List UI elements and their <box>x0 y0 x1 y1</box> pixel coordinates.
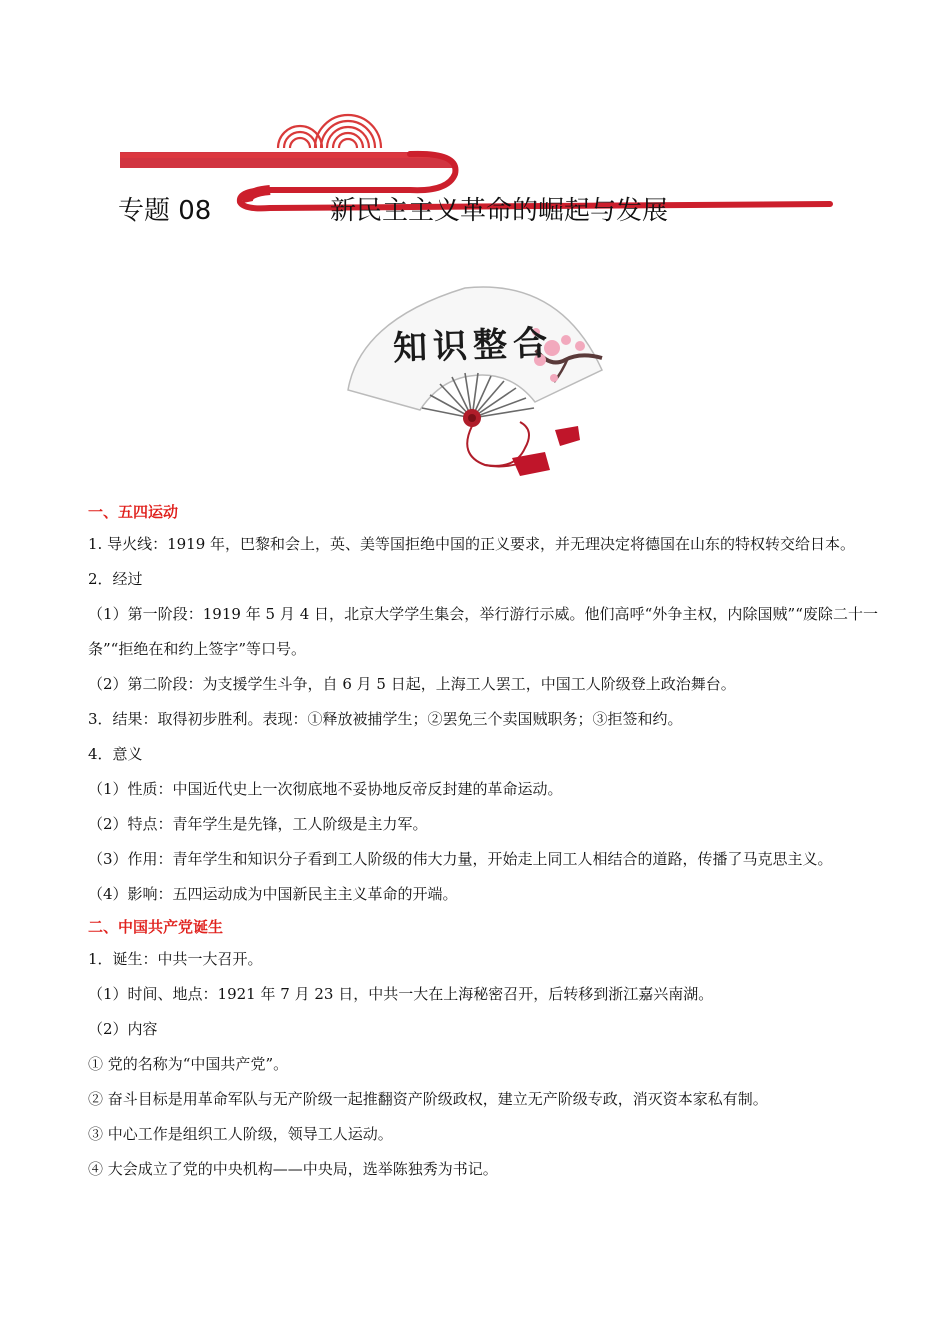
paragraph: ④ 大会成立了党的中央机构——中央局，选举陈独秀为书记。 <box>88 1160 498 1178</box>
paragraph: ① 党的名称为“中国共产党”。 <box>88 1055 289 1073</box>
paragraph: 4．意义 <box>88 745 143 763</box>
section-heading: 一、五四运动 <box>88 503 179 521</box>
paragraph: （2）特点：青年学生是先锋，工人阶级是主力军。 <box>88 815 428 833</box>
paragraph: （4）影响：五四运动成为中国新民主主义革命的开端。 <box>88 885 458 903</box>
paragraph: 3．结果：取得初步胜利。表现：①释放被捕学生；②罢免三个卖国贼职务；③拒签和约。 <box>88 710 683 728</box>
paragraph: ③ 中心工作是组织工人阶级，领导工人运动。 <box>88 1125 393 1143</box>
paragraph: （1）第一阶段：1919 年 5 月 4 日，北京大学学生集会，举行游行示威。他们高呼“外争主权，内除国贼”“废除二十一条”“拒绝在和约上签字”等口号。 <box>88 605 878 658</box>
paragraph: （1）性质：中国近代史上一次彻底地不妥协地反帝反封建的革命运动。 <box>88 780 563 798</box>
document-body <box>88 497 878 1187</box>
topic-label: 专题 08 <box>118 196 212 226</box>
folding-fan-icon <box>340 280 610 485</box>
paragraph: 1. 导火线：1919 年，巴黎和会上，英、美等国拒绝中国的正义要求，并无理决定将德国在山东的特权转交给日本。 <box>88 535 856 553</box>
paragraph: （1）时间、地点：1921 年 7 月 23 日，中共一大在上海秘密召开，后转移到浙江嘉兴南湖。 <box>88 985 714 1003</box>
paragraph: 2．经过 <box>88 570 143 588</box>
paragraph: （2）第二阶段：为支援学生斗争，自 6 月 5 日起，上海工人罢工，中国工人阶级登上政治舞台。 <box>88 675 736 693</box>
paragraph: 1．诞生：中共一大召开。 <box>88 950 263 968</box>
page-title: 新民主主义革命的崛起与发展 <box>330 196 669 226</box>
knowledge-integration-label: 知识整合 <box>392 323 554 369</box>
section-heading: 二、中国共产党诞生 <box>88 918 224 936</box>
paragraph: （2）内容 <box>88 1020 158 1038</box>
paragraph: ② 奋斗目标是用革命军队与无产阶级一起推翻资产阶级政权，建立无产阶级专政，消灭资本家私有制。 <box>88 1090 768 1108</box>
paragraph: （3）作用：青年学生和知识分子看到工人阶级的伟大力量，开始走上同工人相结合的道路，传播了马克思主义。 <box>88 850 833 868</box>
